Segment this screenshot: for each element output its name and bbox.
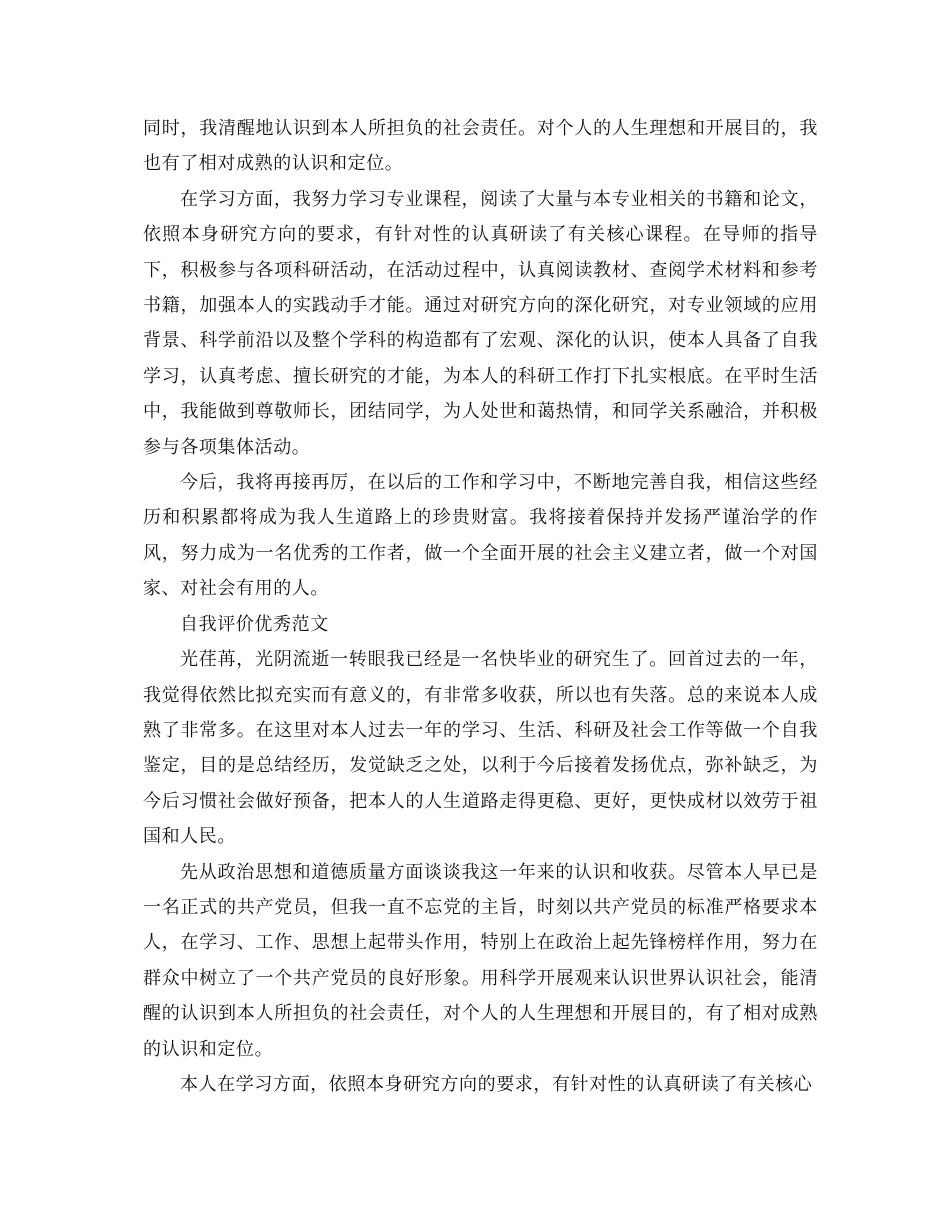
section-heading: 自我评价优秀范文 [180, 613, 329, 635]
document-body [143, 111, 818, 1102]
paragraph-6: 本人在学习方面，依照本身研究方向的要求，有针对性的认真研读了有关核心 [180, 1073, 813, 1095]
paragraph-4: 光荏苒，光阴流逝一转眼我已经是一名快毕业的研究生了。回首过去的一年，我觉得依然比拟充实而有意义的，有非常多收获，所以也有失落。总的来说本人成熟了非常多。在这里对本人过去一年的学习、生活、科研及社会工作等做一个自我鉴定，目的是总结经历，发觉缺乏之处，以利于今后接着发扬优点，弥补缺乏，为今后习惯社会做好预备，把本人的人生道路走得更稳、更好，更快成材以效劳于祖国和人民。 [143, 649, 818, 848]
paragraph-1: 同时，我清醒地认识到本人所担负的社会责任。对个人的人生理想和开展目的，我也有了相对成熟的认识和定位。 [143, 118, 818, 175]
paragraph-5: 先从政治思想和道德质量方面谈谈我这一年来的认识和收获。尽管本人早已是一名正式的共产党员，但我一直不忘党的主旨，时刻以共产党员的标准严格要求本人，在学习、工作、思想上起带头作用，特别上在政治上起先锋榜样作用，努力在群众中树立了一个共产党员的良好形象。用科学开展观来认识世界认识社会，能清醒的认识到本人所担负的社会责任，对个人的人生理想和开展目的，有了相对成熟的认识和定位。 [143, 861, 818, 1060]
paragraph-3: 今后，我将再接再厉，在以后的工作和学习中，不断地完善自我，相信这些经历和积累都将成为我人生道路上的珍贵财富。我将接着保持并发扬严谨治学的作风，努力成为一名优秀的工作者，做一个全面开展的社会主义建立者，做一个对国家、对社会有用的人。 [143, 472, 818, 600]
paragraph-2: 在学习方面，我努力学习专业课程，阅读了大量与本专业相关的书籍和论文，依照本身研究方向的要求，有针对性的认真研读了有关核心课程。在导师的指导下，积极参与各项科研活动，在活动过程中，认真阅读教材、查阅学术材料和参考书籍，加强本人的实践动手才能。通过对研究方向的深化研究，对专业领域的应用背景、科学前沿以及整个学科的构造都有了宏观、深化的认识，使本人具备了自我学习，认真考虑、擅长研究的才能，为本人的科研工作打下扎实根底。在平时生活中，我能做到尊敬师长，团结同学，为人处世和蔼热情，和同学关系融洽，并积极参与各项集体活动。 [143, 188, 818, 458]
